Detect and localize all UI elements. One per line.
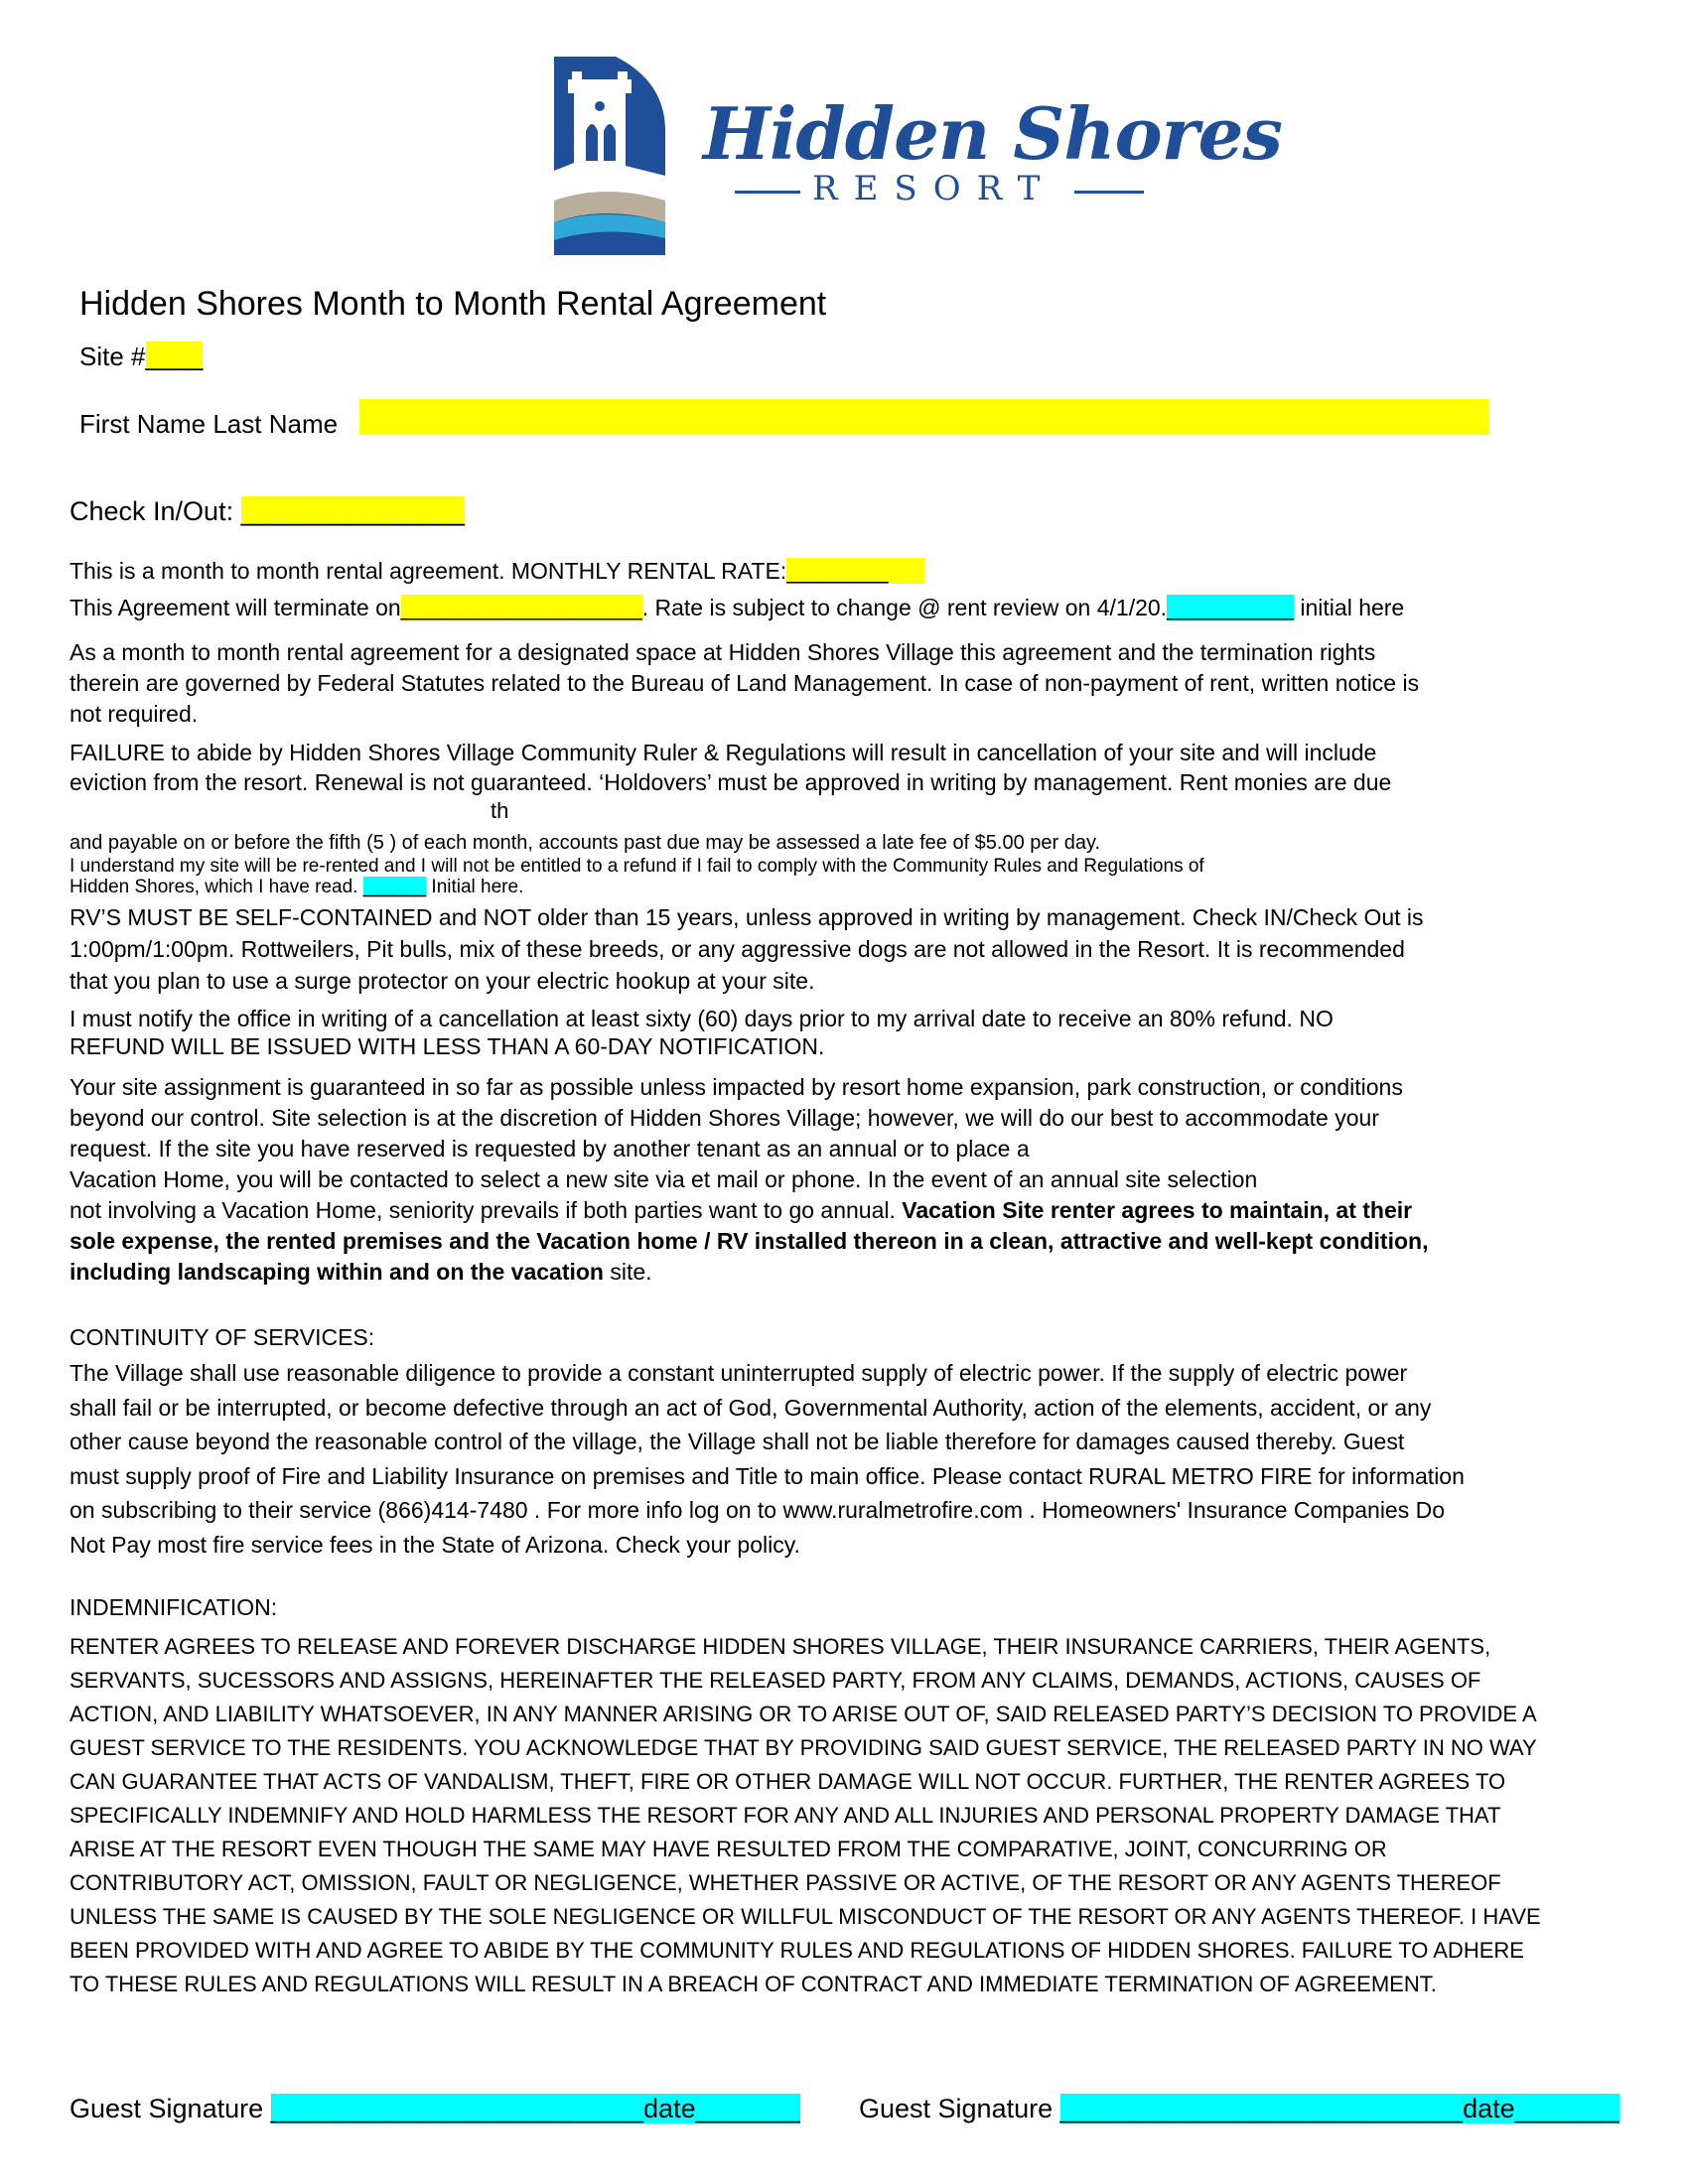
page-title: Hidden Shores Month to Month Rental Agreement bbox=[79, 285, 827, 323]
monthly-rate-row bbox=[70, 556, 924, 587]
text-line: SERVANTS, SUCESSORS AND ASSIGNS, HEREINAFTER THE RELEASED PARTY, FROM ANY CLAIMS, DEMANDS, ACTIONS, CAUSES OF bbox=[70, 1668, 1481, 1693]
site-normal-text: site. bbox=[603, 1259, 652, 1285]
logo-rule-left bbox=[735, 191, 800, 194]
paragraph-site bbox=[70, 1072, 1618, 1288]
continuity-heading: CONTINUITY OF SERVICES: bbox=[70, 1324, 375, 1350]
text-line: CAN GUARANTEE THAT ACTS OF VANDALISM, THEFT, FIRE OR OTHER DAMAGE WILL NOT OCCUR. FURTHER, THE RENTER AGREES TO bbox=[70, 1769, 1506, 1794]
text-line: RV’S MUST BE SELF‐CONTAINED and NOT older than 15 years, unless approved in writing by management. Check IN/Check Out is bbox=[70, 904, 1424, 930]
text-line: Your site assignment is guaranteed in so far as possible unless impacted by resort home expansion, park construction, or conditions bbox=[70, 1074, 1403, 1100]
text-line: Vacation Home, you will be contacted to select a new site via et mail or phone. In the event of an annual site selection bbox=[70, 1166, 1258, 1192]
text-line bbox=[70, 1257, 1618, 1288]
terminate-initial-field[interactable]: __________ bbox=[1167, 595, 1294, 620]
text-line: on subscribing to their service (866)414-7480 . For more info log on to www.ruralmetrofire.com . Homeowners' Insurance Companies Do bbox=[70, 1497, 1446, 1523]
indemnification-heading: INDEMNIFICATION: bbox=[70, 1594, 278, 1620]
date-label: date bbox=[643, 2094, 696, 2123]
text-line: RENTER AGREES TO RELEASE AND FOREVER DISCHARGE HIDDEN SHORES VILLAGE, THEIR INSURANCE CARRIERS, THEIR AGENTS, bbox=[70, 1634, 1491, 1659]
paragraph-refund-small-1: I understand my site will be re‐rented and I will not be entitled to a refund if I fail to comply with the Community Rules and Regulations of bbox=[70, 856, 1204, 877]
paragraph-indemnification bbox=[70, 1630, 1618, 2001]
text-line: GUEST SERVICE TO THE RESIDENTS. YOU ACKNOWLEDGE THAT BY PROVIDING SAID GUEST SERVICE, THE RELEASED PARTY IN NO WAY bbox=[70, 1735, 1537, 1760]
initial-text: Initial here. bbox=[426, 877, 524, 897]
text-line: ACTION, AND LIABILITY WHATSOEVER, IN ANY MANNER ARISING OR TO ARISE OUT OF, SAID RELEASED PARTY’S DECISION TO PROVIDE A bbox=[70, 1702, 1537, 1726]
refund-initial-row bbox=[70, 877, 523, 897]
paragraph-notify bbox=[70, 1005, 1618, 1060]
text-line: sole expense, the rented premises and the Vacation home / RV installed thereon in a clean, attractive and well-kept condition, bbox=[70, 1228, 1429, 1254]
monthly-rate-field[interactable]: ________ bbox=[786, 558, 923, 584]
text-line: ARISE AT THE RESORT EVEN THOUGH THE SAME MAY HAVE RESULTED FROM THE COMPARATIVE, JOINT, CONCURRING OR bbox=[70, 1837, 1387, 1861]
text-line: As a month to month rental agreement for a designated space at Hidden Shores Village this agreement and the termination rights bbox=[70, 639, 1376, 665]
paragraph-continuity bbox=[70, 1356, 1618, 1562]
paragraph-blm bbox=[70, 637, 1618, 730]
paragraph-failure bbox=[70, 738, 1618, 797]
text-line: REFUND WILL BE ISSUED WITH LESS THAN A 60‐DAY NOTIFICATION. bbox=[70, 1033, 825, 1059]
site-label: Site # bbox=[79, 341, 146, 371]
checkin-field[interactable]: _______________ bbox=[240, 496, 465, 526]
text-line: Not Pay most fire service fees in the State of Arizona. Check your policy. bbox=[70, 1531, 800, 1558]
text-line: other cause beyond the reasonable control of the village, the Village shall not be liable therefore for damages caused thereby. Guest bbox=[70, 1429, 1405, 1454]
site-bold-text: including landscaping within and on the vacation bbox=[70, 1259, 604, 1285]
checkin-row bbox=[70, 493, 465, 529]
text-line: that you plan to use a surge protector on your electric hookup at your site. bbox=[70, 968, 815, 994]
superscript-th: th bbox=[491, 798, 509, 823]
terminate-row bbox=[70, 593, 1404, 623]
signature-label: Guest Signature bbox=[859, 2094, 1060, 2123]
signature-blank: ___________________________ bbox=[1059, 2094, 1464, 2123]
date-blank: _______ bbox=[695, 2094, 800, 2123]
text-line: shall fail or be interrupted, or become defective through an act of God, Governmental Authority, action of the elements, accident, or any bbox=[70, 1394, 1432, 1421]
site-normal-text: not involving a Vacation Home, seniority prevails if both parties want to go annual. bbox=[70, 1197, 903, 1223]
signature-label: Guest Signature bbox=[70, 2094, 271, 2123]
text-line bbox=[70, 1195, 1618, 1226]
monthly-text: This is a month to month rental agreement. MONTHLY RENTAL RATE: bbox=[70, 558, 787, 584]
text-line: eviction from the resort. Renewal is not guaranteed. ‘Holdovers’ must be approved in writing by management. Rent monies are due bbox=[70, 769, 1392, 795]
text-line: TO THESE RULES AND REGULATIONS WILL RESULT IN A BREACH OF CONTRACT AND IMMEDIATE TERMINATION OF AGREEMENT. bbox=[70, 1972, 1437, 1996]
text-line: beyond our control. Site selection is at the discretion of Hidden Shores Village; however, we will do our best to accommodate your bbox=[70, 1105, 1379, 1131]
refund-initial-field[interactable]: ______ bbox=[362, 877, 427, 897]
logo-rule-right bbox=[1074, 191, 1144, 194]
logo-subtitle: RESORT bbox=[812, 169, 1056, 208]
site-field-row bbox=[79, 340, 203, 373]
checkin-label: Check In/Out: bbox=[70, 496, 234, 526]
name-label: First Name Last Name bbox=[79, 409, 339, 439]
guest-signature-field-2[interactable] bbox=[1060, 2094, 1619, 2123]
text-line: CONTRIBUTORY ACT, OMISSION, FAULT OR NEGLIGENCE, WHETHER PASSIVE OR ACTIVE, OF THE RESORT OR ANY AGENTS THEREOF bbox=[70, 1870, 1501, 1895]
guest-signature-field-1[interactable] bbox=[271, 2094, 800, 2123]
text-line: FAILURE to abide by Hidden Shores Village Community Ruler & Regulations will result in cancellation of your site and will include bbox=[70, 740, 1377, 765]
refund-text: Hidden Shores, which I have read. bbox=[70, 877, 363, 897]
text-line: therein are governed by Federal Statutes related to the Bureau of Land Management. In case of non‐payment of rent, written notice is bbox=[70, 670, 1420, 696]
logo-wordmark: Hidden Shores bbox=[703, 91, 1282, 176]
site-bold-text: Vacation Site renter agrees to maintain, at their bbox=[902, 1197, 1413, 1223]
terminate-text-2: . Rate is subject to change @ rent review on 4/1/20. bbox=[641, 595, 1168, 620]
tower-emblem-icon bbox=[546, 52, 675, 260]
text-line: 1:00pm/1:00pm. Rottweilers, Pit bulls, mix of these breeds, or any aggressive dogs are not allowed in the Resort. It is recommended bbox=[70, 936, 1405, 962]
text-line: The Village shall use reasonable diligence to provide a constant uninterrupted supply of electric power. If the supply of electric power bbox=[70, 1360, 1408, 1386]
text-line: request. If the site you have reserved is requested by another tenant as an annual or to place a bbox=[70, 1136, 1030, 1161]
signature-blank: _________________________ bbox=[270, 2094, 644, 2123]
paragraph-rv bbox=[70, 901, 1618, 997]
paragraph-fifth: and payable on or before the fifth (5 ) of each month, accounts past due may be assessed a late fee of $5.00 per day. bbox=[70, 832, 1101, 854]
name-field[interactable] bbox=[359, 399, 1488, 435]
text-line: must supply proof of Fire and Liability Insurance on premises and Title to main office. Please contact RURAL METRO FIRE for information bbox=[70, 1462, 1465, 1489]
signature-row-2 bbox=[859, 2091, 1619, 2126]
terminate-text-3: initial here bbox=[1294, 595, 1405, 620]
terminate-text-1: This Agreement will terminate on bbox=[70, 595, 401, 620]
text-line: I must notify the office in writing of a cancellation at least sixty (60) days prior to my arrival date to receive an 80% refund. NO bbox=[70, 1006, 1334, 1031]
date-label: date bbox=[1463, 2094, 1515, 2123]
text-line: SPECIFICALLY INDEMNIFY AND HOLD HARMLESS THE RESORT FOR ANY AND ALL INJURIES AND PERSONAL PROPERTY DAMAGE THAT bbox=[70, 1803, 1501, 1828]
text-line: not required. bbox=[70, 701, 199, 727]
text-line: BEEN PROVIDED WITH AND AGREE TO ABIDE BY THE COMMUNITY RULES AND REGULATIONS OF HIDDEN SHORES. FAILURE TO ADHERE bbox=[70, 1938, 1524, 1963]
terminate-date-field[interactable]: ___________________ bbox=[400, 595, 642, 620]
signature-row-1 bbox=[70, 2091, 800, 2126]
date-blank: _______ bbox=[1514, 2094, 1619, 2123]
text-line: UNLESS THE SAME IS CAUSED BY THE SOLE NEGLIGENCE OR WILLFUL MISCONDUCT OF THE RESORT OR ANY AGENTS THEREOF. I HAVE bbox=[70, 1904, 1541, 1929]
resort-logo bbox=[546, 52, 1282, 262]
site-number-field[interactable]: ____ bbox=[145, 341, 204, 371]
